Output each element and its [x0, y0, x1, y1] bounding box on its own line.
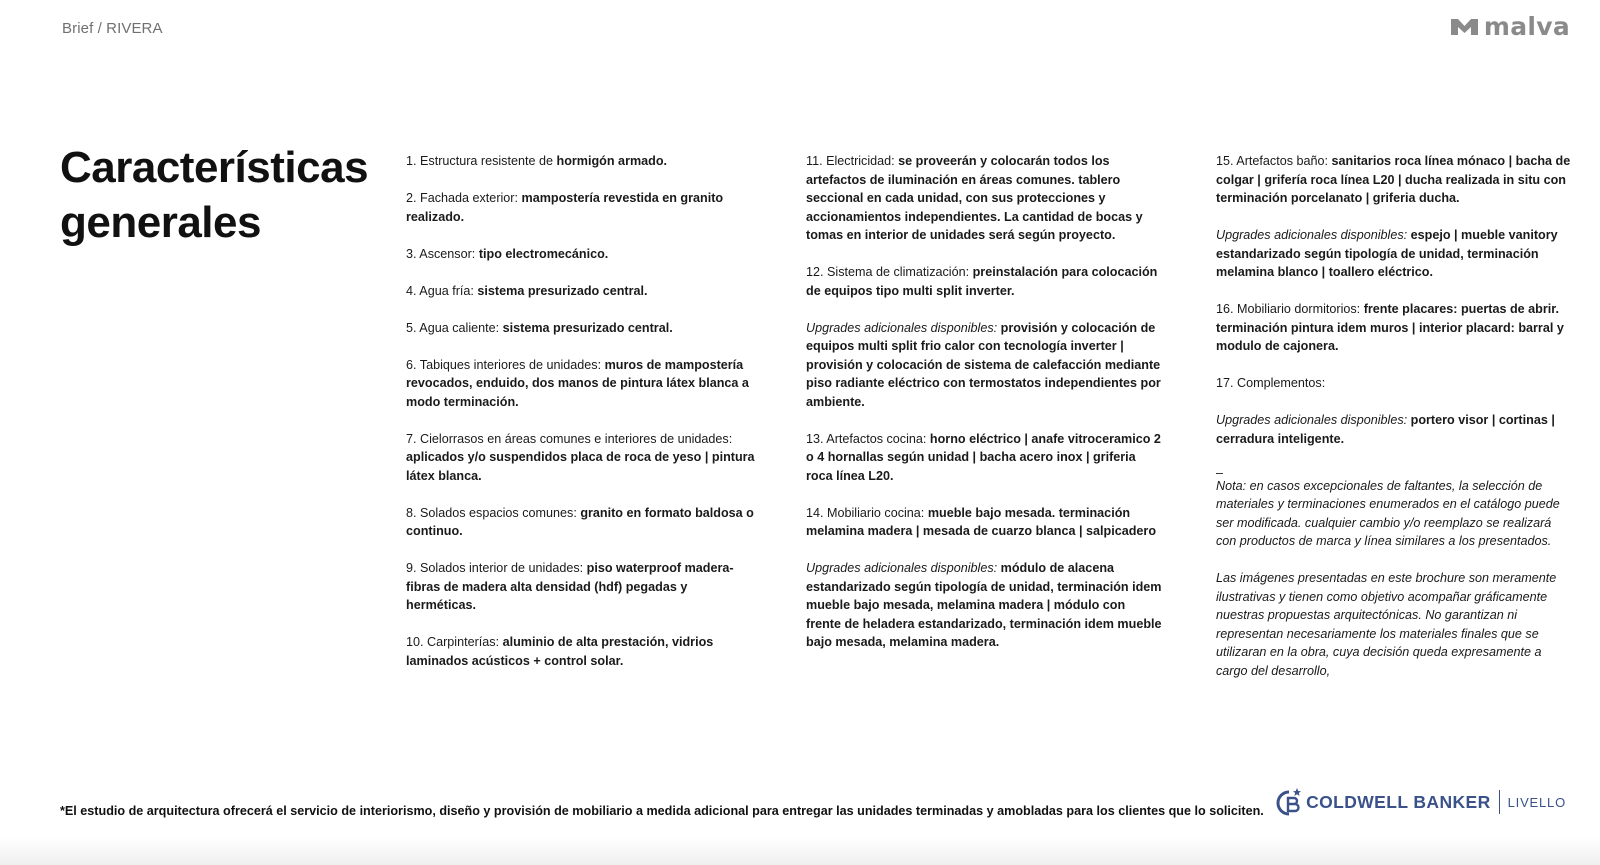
upgrade-item: Upgrades adicionales disponibles: provisión y colocación de equipos multi split frio calor con tecnología inverter | provisión y colocación de sistema de calefacción mediante piso radiante eléctrico con termostatos independientes por ambiente. [806, 320, 1161, 409]
feature-item: 12. Sistema de climatización: preinstalación para colocación de equipos tipo multi split inverter. [806, 265, 1158, 298]
features-column-1 [406, 152, 756, 689]
page-title-line1: Características [60, 143, 369, 192]
feature-item: 6. Tabiques interiores de unidades: muros de mampostería revocados, enduido, dos manos de pintura látex blanca a modo terminación. [406, 357, 749, 409]
feature-item: 5. Agua caliente: sistema presurizado central. [406, 320, 673, 335]
upgrade-item: Upgrades adicionales disponibles: espejo | mueble vanitory estandarizado según tipología de unidad, terminación melamina blanco | toallero eléctrico. [1216, 228, 1558, 279]
features-column-2 [806, 152, 1162, 670]
feature-item: 4. Agua fría: sistema presurizado central. [406, 283, 648, 298]
feature-item: 9. Solados interior de unidades: piso waterproof madera-fibras de madera alta densidad (hdf) pegadas y herméticas. [406, 561, 734, 612]
partner-divider [1499, 790, 1500, 814]
footer-note: *El estudio de arquitectura ofrecerá el servicio de interiorismo, diseño y provisión de mobiliario a medida adicional para entregar las unidades terminadas y amobladas para los clientes que lo soliciten. [60, 804, 1264, 818]
features-column-3 [1216, 152, 1571, 699]
feature-item: 7. Cielorrasos en áreas comunes e interiores de unidades: aplicados y/o suspendidos placa de roca de yeso | pintura látex blanca. [406, 431, 755, 483]
feature-item: 2. Fachada exterior: mampostería revestida en granito realizado. [406, 191, 724, 224]
note-text: Nota: en casos excepcionales de faltantes, la selección de materiales y terminaciones enumerados en el catálogo puede ser modificada. cualquier cambio y/o reemplazo se realizará con productos de marca y línea similares a los presentados. [1216, 478, 1560, 548]
feature-item: 14. Mobiliario cocina: mueble bajo mesada. terminación melamina madera | mesada de cuarzo blanca | salpicadero [806, 505, 1157, 538]
feature-item: 16. Mobiliario dormitorios: frente placares: puertas de abrir. terminación pintura idem muros | interior placard: barral y modulo de cajonera. [1216, 302, 1564, 353]
feature-item: 13. Artefactos cocina: horno eléctrico | anafe vitroceramico 2 o 4 hornallas según unidad | bacha acero inox | griferia roca línea L20. [806, 431, 1161, 483]
feature-item: 1. Estructura resistente de hormigón armado. [406, 154, 668, 168]
feature-item: 3. Ascensor: tipo electromecánico. [406, 246, 609, 261]
page-title-line2: generales [60, 198, 261, 247]
upgrade-item: Upgrades adicionales disponibles: portero visor | cortinas | cerradura inteligente. [1216, 413, 1555, 446]
malva-m-logo-icon [1451, 17, 1478, 37]
page-title [60, 140, 380, 250]
coldwell-banker-cb-logo-icon [1274, 787, 1302, 817]
feature-item: 15. Artefactos baño: sanitarios roca línea mónaco | bacha de colgar | grifería roca línea L20 | ducha realizada in situ con terminación porcelanato | griferia ducha. [1216, 154, 1571, 205]
feature-item: 17. Complementos: [1216, 376, 1326, 390]
brand-logo [1451, 12, 1570, 41]
feature-item: 10. Carpinterías: aluminio de alta prestación, vidrios laminados acústicos + control solar. [406, 635, 714, 668]
images-disclaimer: Las imágenes presentadas en este brochure son meramente ilustrativas y tienen como objetivo acompañar gráficamente nuestras propuestas arquitectónicas. No garantizan ni representan necesariamente los materiales finales que se utilizaran en la obra, cuya decisión queda expresamente a cargo del desarrollo, [1216, 571, 1557, 678]
bottom-shade [0, 837, 1600, 865]
note-divider: – [1216, 465, 1224, 480]
breadcrumb: Brief / RIVERA [62, 20, 163, 37]
upgrade-item: Upgrades adicionales disponibles: módulo de alacena estandarizado según tipología de unidad, terminación idem mueble bajo mesada, melamina madera | módulo con frente de heladera estandarizado, terminación idem mueble bajo mesada, melamina madera. [806, 561, 1162, 649]
partner-logo [1274, 787, 1566, 817]
brand-name: malva [1483, 12, 1570, 41]
feature-item: 11. Electricidad: se proveerán y colocarán todos los artefactos de iluminación en áreas comunes. tablero seccional en cada unidad, con sus protecciones y accionamientos independientes. La cantidad de bocas y tomas en interior de unidades será según proyecto. [806, 154, 1143, 242]
partner-name: COLDWELL BANKER [1306, 791, 1491, 812]
feature-item: 8. Solados espacios comunes: granito en formato baldosa o continuo. [406, 505, 754, 538]
partner-subname: LIVELLO [1507, 794, 1566, 810]
